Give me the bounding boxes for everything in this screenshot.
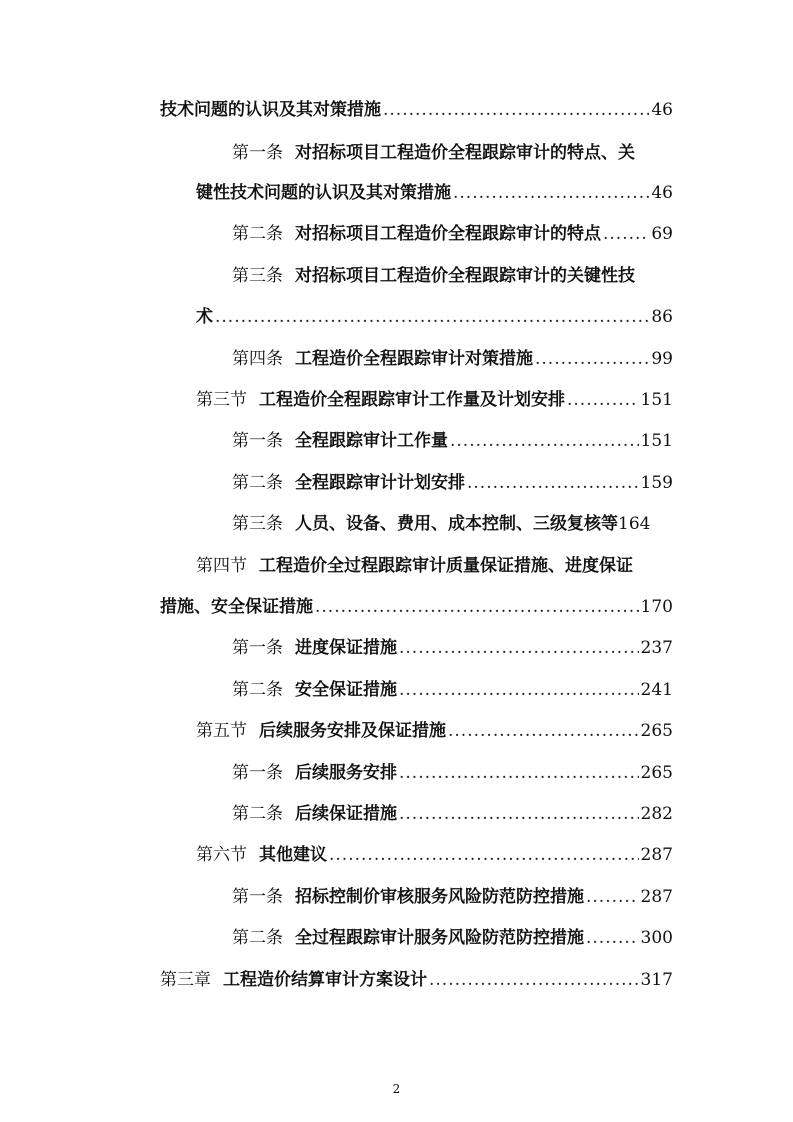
toc-entry[interactable] [232, 344, 673, 374]
toc-entry-page: 170 [640, 597, 673, 617]
toc-entry[interactable] [232, 261, 673, 291]
toc-entry[interactable] [232, 138, 673, 168]
toc-entry-title: 进度保证措施 [295, 638, 397, 658]
toc-entry-label: 第一条 [232, 763, 283, 783]
toc-entry-title: 键性技术问题的认识及其对策措施 [196, 183, 451, 203]
toc-entry-label: 第五节 [196, 721, 247, 741]
toc-leader-dots [399, 758, 639, 788]
toc-entry-label: 第四节 [196, 556, 247, 576]
toc-entry-page: 241 [640, 680, 673, 700]
toc-entry[interactable] [232, 633, 673, 663]
toc-entry-page: 300 [640, 928, 673, 948]
toc-entry-title: 工程造价结算审计方案设计 [223, 970, 427, 990]
toc-entry[interactable] [232, 219, 673, 249]
toc-entry-continuation[interactable] [196, 178, 673, 208]
toc-entry-page: 86 [651, 307, 673, 327]
toc-entry-page: 159 [640, 473, 673, 493]
toc-entry-title: 后续保证措施 [295, 804, 397, 824]
toc-leader-dots [215, 302, 649, 332]
toc-leader-dots [450, 426, 639, 456]
toc-leader-dots [603, 219, 649, 249]
toc-entry-page: 151 [640, 390, 673, 410]
toc-leader-dots [383, 95, 649, 125]
toc-entry-page: 287 [640, 887, 673, 907]
toc-entry-label: 第二条 [232, 680, 283, 700]
page-number: 2 [392, 1082, 401, 1096]
toc-entry-title: 其他建议 [259, 845, 327, 865]
toc-leader-dots [429, 965, 639, 995]
toc-entry-label: 第三章 [160, 970, 211, 990]
toc-entry-page: 265 [640, 721, 673, 741]
toc-leader-dots [315, 592, 639, 622]
toc-entry-title: 工程造价全程跟踪审计对策措施 [295, 349, 533, 369]
toc-entry-title: 全过程跟踪审计服务风险防范防控措施 [295, 928, 584, 948]
toc-entry-continuation[interactable] [196, 302, 673, 332]
toc-entry[interactable] [232, 468, 673, 498]
toc-entry[interactable] [232, 799, 673, 829]
toc-entry-label: 第三条 [232, 266, 283, 286]
toc-entry-page: 46 [651, 100, 673, 120]
toc-entry-page: 282 [640, 804, 673, 824]
toc-entry-label: 第二条 [232, 804, 283, 824]
toc-entry-page: 99 [651, 349, 673, 369]
toc-entry-page: 46 [651, 183, 673, 203]
toc-entry-page: 317 [640, 970, 673, 990]
toc-entry-title: 后续服务安排及保证措施 [259, 721, 446, 741]
toc-entry-page: 164 [618, 514, 651, 534]
toc-entry-title: 后续服务安排 [295, 763, 397, 783]
toc-entry-label: 第一条 [232, 143, 283, 163]
toc-entry[interactable] [160, 965, 673, 995]
toc-leader-dots [586, 882, 639, 912]
toc-entry-page: 237 [640, 638, 673, 658]
toc-entry-title: 全程跟踪审计工作量 [295, 431, 448, 451]
toc-entry[interactable] [196, 551, 673, 581]
toc-entry[interactable] [160, 95, 673, 125]
toc-leader-dots [453, 178, 649, 208]
toc-entry-title: 工程造价全过程跟踪审计质量保证措施、进度保证 [259, 556, 633, 576]
toc-leader-dots [467, 468, 639, 498]
toc-leader-dots [399, 675, 639, 705]
toc-entry-label: 第二条 [232, 928, 283, 948]
toc-entry-label: 第一条 [232, 887, 283, 907]
toc-entry[interactable] [232, 509, 673, 539]
toc-entry[interactable] [232, 758, 673, 788]
toc-entry[interactable] [232, 426, 673, 456]
toc-entry-label: 第六节 [196, 845, 247, 865]
toc-leader-dots [586, 923, 639, 953]
toc-entry-label: 第四条 [232, 349, 283, 369]
toc-entry[interactable] [196, 716, 673, 746]
toc-leader-dots [399, 633, 639, 663]
toc-entry-title: 术 [196, 307, 213, 327]
toc-entry-title: 对招标项目工程造价全程跟踪审计的特点、关 [295, 143, 635, 163]
toc-entry[interactable] [196, 385, 673, 415]
toc-entry-title: 技术问题的认识及其对策措施 [160, 100, 381, 120]
toc-entry-continuation[interactable] [160, 592, 673, 622]
toc-entry[interactable] [196, 840, 673, 870]
toc-entry[interactable] [232, 923, 673, 953]
toc-leader-dots [399, 799, 639, 829]
toc-entry-title: 安全保证措施 [295, 680, 397, 700]
toc-entry-page: 265 [640, 763, 673, 783]
toc-entry[interactable] [232, 675, 673, 705]
toc-entry-title: 全程跟踪审计计划安排 [295, 473, 465, 493]
toc-entry-page: 287 [640, 845, 673, 865]
toc-entry-title: 招标控制价审核服务风险防范防控措施 [295, 887, 584, 907]
toc-entry-title: 人员、设备、费用、成本控制、三级复核等 [295, 514, 618, 534]
toc-entry-title: 对招标项目工程造价全程跟踪审计的关键性技 [295, 266, 635, 286]
toc-entry-label: 第一条 [232, 638, 283, 658]
toc-entry-label: 第二条 [232, 224, 283, 244]
toc-entry-label: 第三条 [232, 514, 283, 534]
toc-entry-title: 工程造价全程跟踪审计工作量及计划安排 [259, 390, 565, 410]
toc-entry-label: 第一条 [232, 431, 283, 451]
toc-entry[interactable] [232, 882, 673, 912]
toc-entry-label: 第三节 [196, 390, 247, 410]
toc-entry-label: 第二条 [232, 473, 283, 493]
toc-entry-page: 69 [651, 224, 673, 244]
toc-entry-page: 151 [640, 431, 673, 451]
toc-leader-dots [535, 344, 649, 374]
toc-leader-dots [448, 716, 639, 746]
toc-leader-dots [329, 840, 639, 870]
toc-entry-title: 对招标项目工程造价全程跟踪审计的特点 [295, 224, 601, 244]
toc-leader-dots [567, 385, 639, 415]
toc-entry-title: 措施、安全保证措施 [160, 597, 313, 617]
